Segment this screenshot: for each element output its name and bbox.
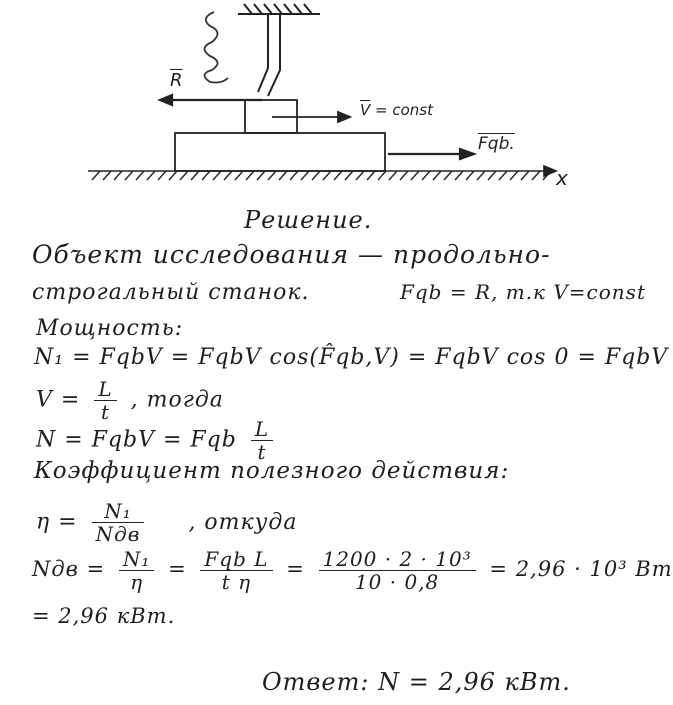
hatch-line [224,171,232,180]
line6-den: t [257,440,267,464]
hatch-line [411,171,419,180]
hatch-line [158,171,166,180]
line8-rhs: , откуда [188,509,298,535]
line5-den: t [100,400,110,424]
hatch-line [532,171,540,180]
hatch-line [301,171,309,180]
line6-lhs: N = FqbV = Fqb [36,427,237,453]
line8-num: N₁ [92,500,145,523]
line6-num: L [251,418,273,441]
line5-rhs: , тогда [130,387,224,413]
hatch-line [323,171,331,180]
hatch-line [136,171,144,180]
hatch-line [345,171,353,180]
machine-diagram [0,0,650,205]
hatch-line [103,171,111,180]
ground [88,166,556,176]
hatch-line [125,171,133,180]
solution-line-5 [36,378,224,423]
hatch-line [488,171,496,180]
hatch-line [367,171,375,180]
line9-fraction-3 [319,548,476,593]
solution-line-4: N₁ = FqbV = FqbV cos(F̂qb,V) = FqbV cos 0 = FqbV [34,345,669,370]
solution-line-8 [36,500,298,545]
line8-lhs: η = [36,509,78,535]
line9-eq-2: = [286,557,305,581]
label-r: $\overline{R}$ [170,70,183,91]
solution-line-7: Коэффициент полезного действия: [34,458,510,484]
hatch-line [499,171,507,180]
solution-line-6 [36,418,279,463]
solution-line-2a: строгальный станок. [32,280,310,305]
hatch-line [389,171,397,180]
solution-line-1: Объект исследования — продольно- [32,240,551,269]
line5-lhs: V = [36,387,81,413]
hatch-line [268,171,276,180]
hatch-line [169,171,177,180]
hatch-line [444,171,452,180]
line9-f2-den: t η [221,570,252,594]
hatch-line [290,171,298,180]
label-f: Fqb. [478,134,515,154]
line9-f2-num: Fqb L [200,548,272,571]
line9-eq-1: = [168,557,187,581]
solution-line-9 [32,548,673,593]
line6-fraction [251,418,273,463]
hatch-line [455,171,463,180]
hatch-line [147,171,155,180]
line9-fraction-1 [119,548,155,593]
line5-fraction [94,378,116,423]
hatch-line [433,171,441,180]
line9-f3-num: 1200 · 2 · 10³ [319,548,476,571]
velocity-arrow [272,112,350,122]
hatch-line [235,171,243,180]
hatch-line [334,171,342,180]
solution-line-10: = 2,96 кВт. [32,604,176,628]
answer: Ответ: N = 2,96 кВт. [262,668,571,696]
ceiling-mount [238,4,320,14]
hatch-line [312,171,320,180]
line8-den: Nдв [95,522,141,546]
hatch-line [279,171,287,180]
line9-f1-den: η [130,570,144,594]
line9-f3-den: 10 · 0,8 [354,570,440,594]
solution-line-3: Мощность: [36,316,184,341]
hatch-line [191,171,199,180]
hatch-line [521,171,529,180]
machine-table [175,133,385,171]
hatch-line [92,171,100,180]
chip-spiral [204,12,228,83]
cutting-tool [258,14,280,96]
hatch-line [400,171,408,180]
solution-line-2b: Fqb = R, т.к V=const [400,280,646,304]
line5-num: L [94,378,116,401]
line9-fraction-2 [200,548,272,593]
line9-f1-num: N₁ [119,548,155,571]
line9-rhs: = 2,96 · 10³ Вт [489,557,673,581]
hatch-line [378,171,386,180]
hatch-line [510,171,518,180]
hatch-line [422,171,430,180]
hatch-line [246,171,254,180]
label-v: $\overline{V}$ = const [360,101,433,119]
hatch-line [180,171,188,180]
line9-lhs: Nдв = [32,557,106,581]
hatch-line [213,171,221,180]
solution-heading: Решение. [244,206,373,234]
hatch-line [202,171,210,180]
ground-hatching [92,171,551,180]
line8-fraction [92,500,145,545]
label-x: x [556,166,568,190]
hatch-line [356,171,364,180]
force-f-arrow [388,149,474,159]
hatch-line [257,171,265,180]
hatch-line [466,171,474,180]
hatch-line [477,171,485,180]
hatch-line [114,171,122,180]
